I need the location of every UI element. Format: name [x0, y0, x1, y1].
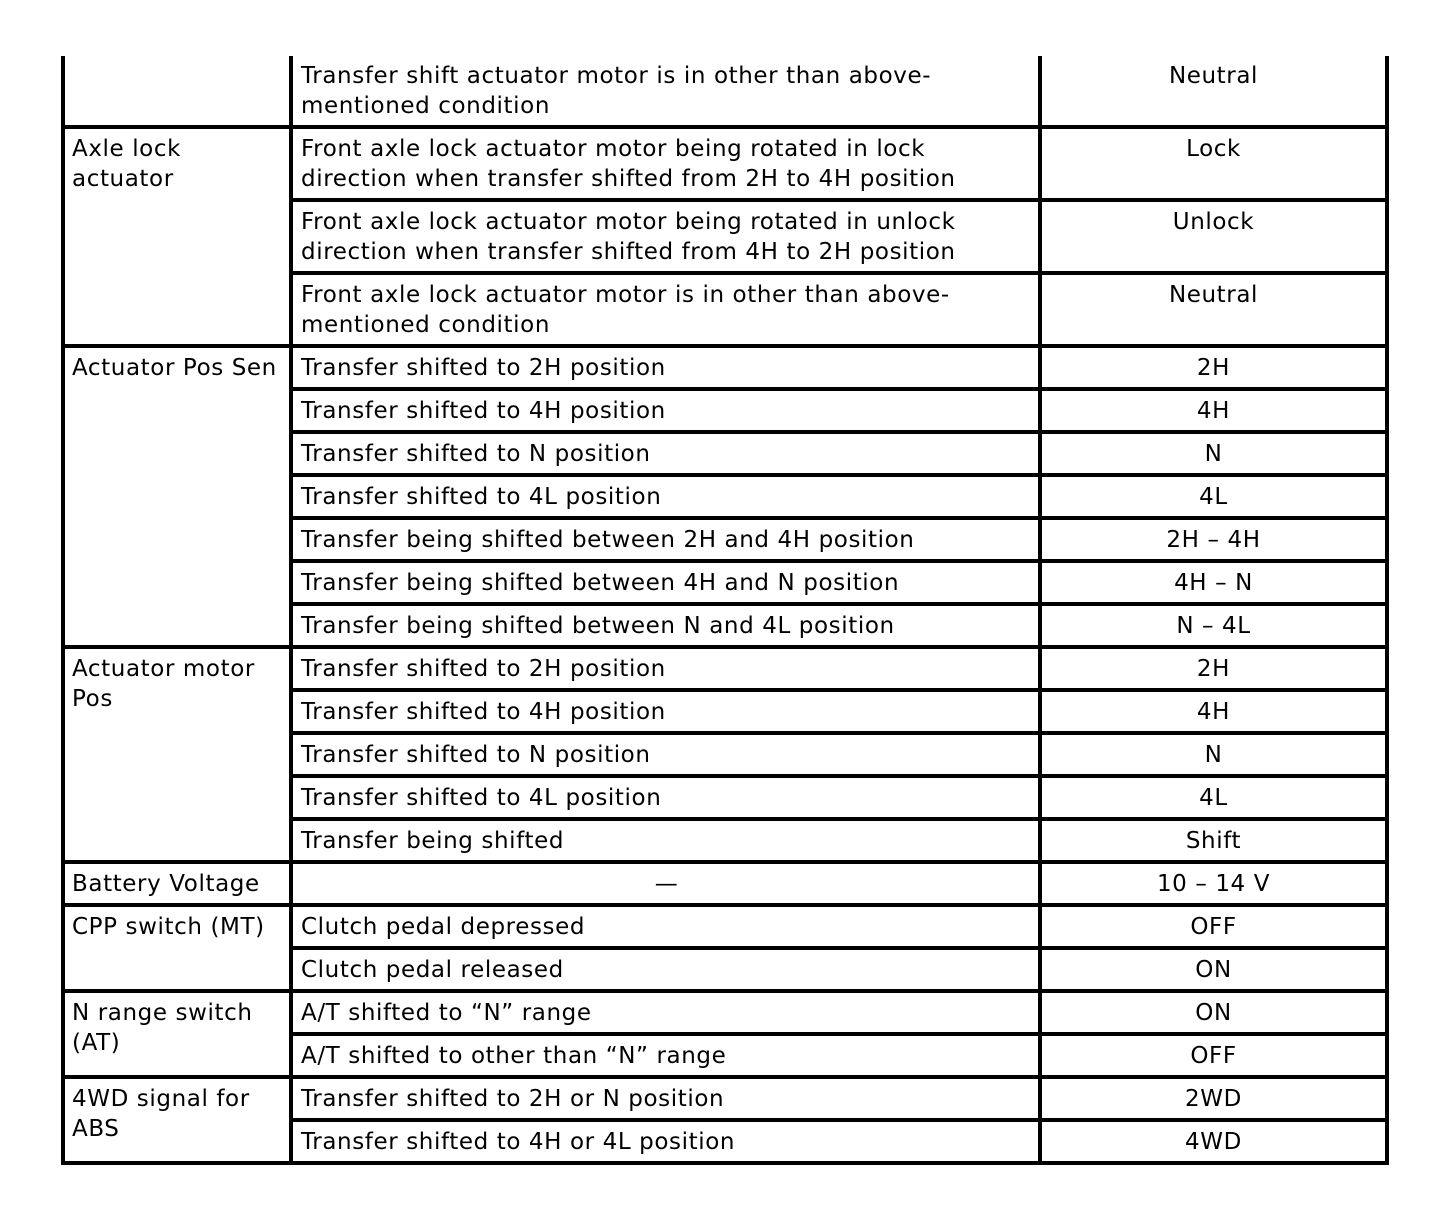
condition-cell: Transfer being shifted between 2H and 4H position [291, 518, 1040, 561]
condition-cell: Clutch pedal depressed [291, 905, 1040, 948]
table-row [63, 56, 1387, 127]
value-cell: ON [1040, 991, 1387, 1034]
condition-cell: Front axle lock actuator motor is in other than above-mentioned condition [291, 273, 1040, 346]
value-cell: OFF [1040, 1034, 1387, 1077]
item-name-cell: Battery Voltage [63, 862, 291, 905]
item-name-cell: 4WD signal for ABS [63, 1077, 291, 1163]
table-body [63, 56, 1387, 1163]
item-name-cell: Actuator motor Pos [63, 647, 291, 862]
table-row [63, 346, 1387, 389]
table-row [63, 862, 1387, 905]
condition-cell: A/T shifted to other than “N” range [291, 1034, 1040, 1077]
condition-cell: Transfer shifted to 2H position [291, 346, 1040, 389]
data-table [61, 56, 1389, 1165]
value-cell: N [1040, 733, 1387, 776]
condition-cell: Front axle lock actuator motor being rotated in unlock direction when transfer shifted from 4H to 2H position [291, 200, 1040, 273]
value-cell: 4L [1040, 776, 1387, 819]
condition-cell: Clutch pedal released [291, 948, 1040, 991]
value-cell: Neutral [1040, 273, 1387, 346]
table-row [63, 647, 1387, 690]
condition-cell: Transfer shifted to 2H position [291, 647, 1040, 690]
condition-cell: Transfer shifted to 4H position [291, 690, 1040, 733]
item-name-cell: Actuator Pos Sen [63, 346, 291, 647]
condition-cell: Transfer shifted to 4L position [291, 475, 1040, 518]
item-name-cell: N range switch (AT) [63, 991, 291, 1077]
value-cell: Shift [1040, 819, 1387, 862]
value-cell: 4H – N [1040, 561, 1387, 604]
value-cell: 2H [1040, 647, 1387, 690]
item-name-cell [63, 56, 291, 127]
condition-cell: A/T shifted to “N” range [291, 991, 1040, 1034]
item-name-cell: CPP switch (MT) [63, 905, 291, 991]
item-name-cell: Axle lock actuator [63, 127, 291, 346]
table-row [63, 1077, 1387, 1120]
condition-cell: Transfer being shifted between N and 4L position [291, 604, 1040, 647]
condition-cell: Transfer being shifted [291, 819, 1040, 862]
value-cell: 2H [1040, 346, 1387, 389]
condition-cell: Transfer shifted to N position [291, 733, 1040, 776]
condition-cell: Transfer shift actuator motor is in other than above-mentioned condition [291, 56, 1040, 127]
value-cell: 10 – 14 V [1040, 862, 1387, 905]
condition-cell: Transfer being shifted between 4H and N position [291, 561, 1040, 604]
table-row [63, 905, 1387, 948]
value-cell: Unlock [1040, 200, 1387, 273]
condition-cell: Transfer shifted to 4H position [291, 389, 1040, 432]
value-cell: Neutral [1040, 56, 1387, 127]
value-cell: N – 4L [1040, 604, 1387, 647]
value-cell: 4WD [1040, 1120, 1387, 1163]
value-cell: 4H [1040, 690, 1387, 733]
table-row [63, 991, 1387, 1034]
value-cell: OFF [1040, 905, 1387, 948]
condition-cell: Front axle lock actuator motor being rotated in lock direction when transfer shifted from 2H to 4H position [291, 127, 1040, 200]
condition-cell: — [291, 862, 1040, 905]
value-cell: 2H – 4H [1040, 518, 1387, 561]
condition-cell: Transfer shifted to 4L position [291, 776, 1040, 819]
condition-cell: Transfer shifted to N position [291, 432, 1040, 475]
value-cell: N [1040, 432, 1387, 475]
value-cell: ON [1040, 948, 1387, 991]
value-cell: 4H [1040, 389, 1387, 432]
value-cell: 4L [1040, 475, 1387, 518]
condition-cell: Transfer shifted to 2H or N position [291, 1077, 1040, 1120]
condition-cell: Transfer shifted to 4H or 4L position [291, 1120, 1040, 1163]
table-row [63, 127, 1387, 200]
value-cell: 2WD [1040, 1077, 1387, 1120]
value-cell: Lock [1040, 127, 1387, 200]
